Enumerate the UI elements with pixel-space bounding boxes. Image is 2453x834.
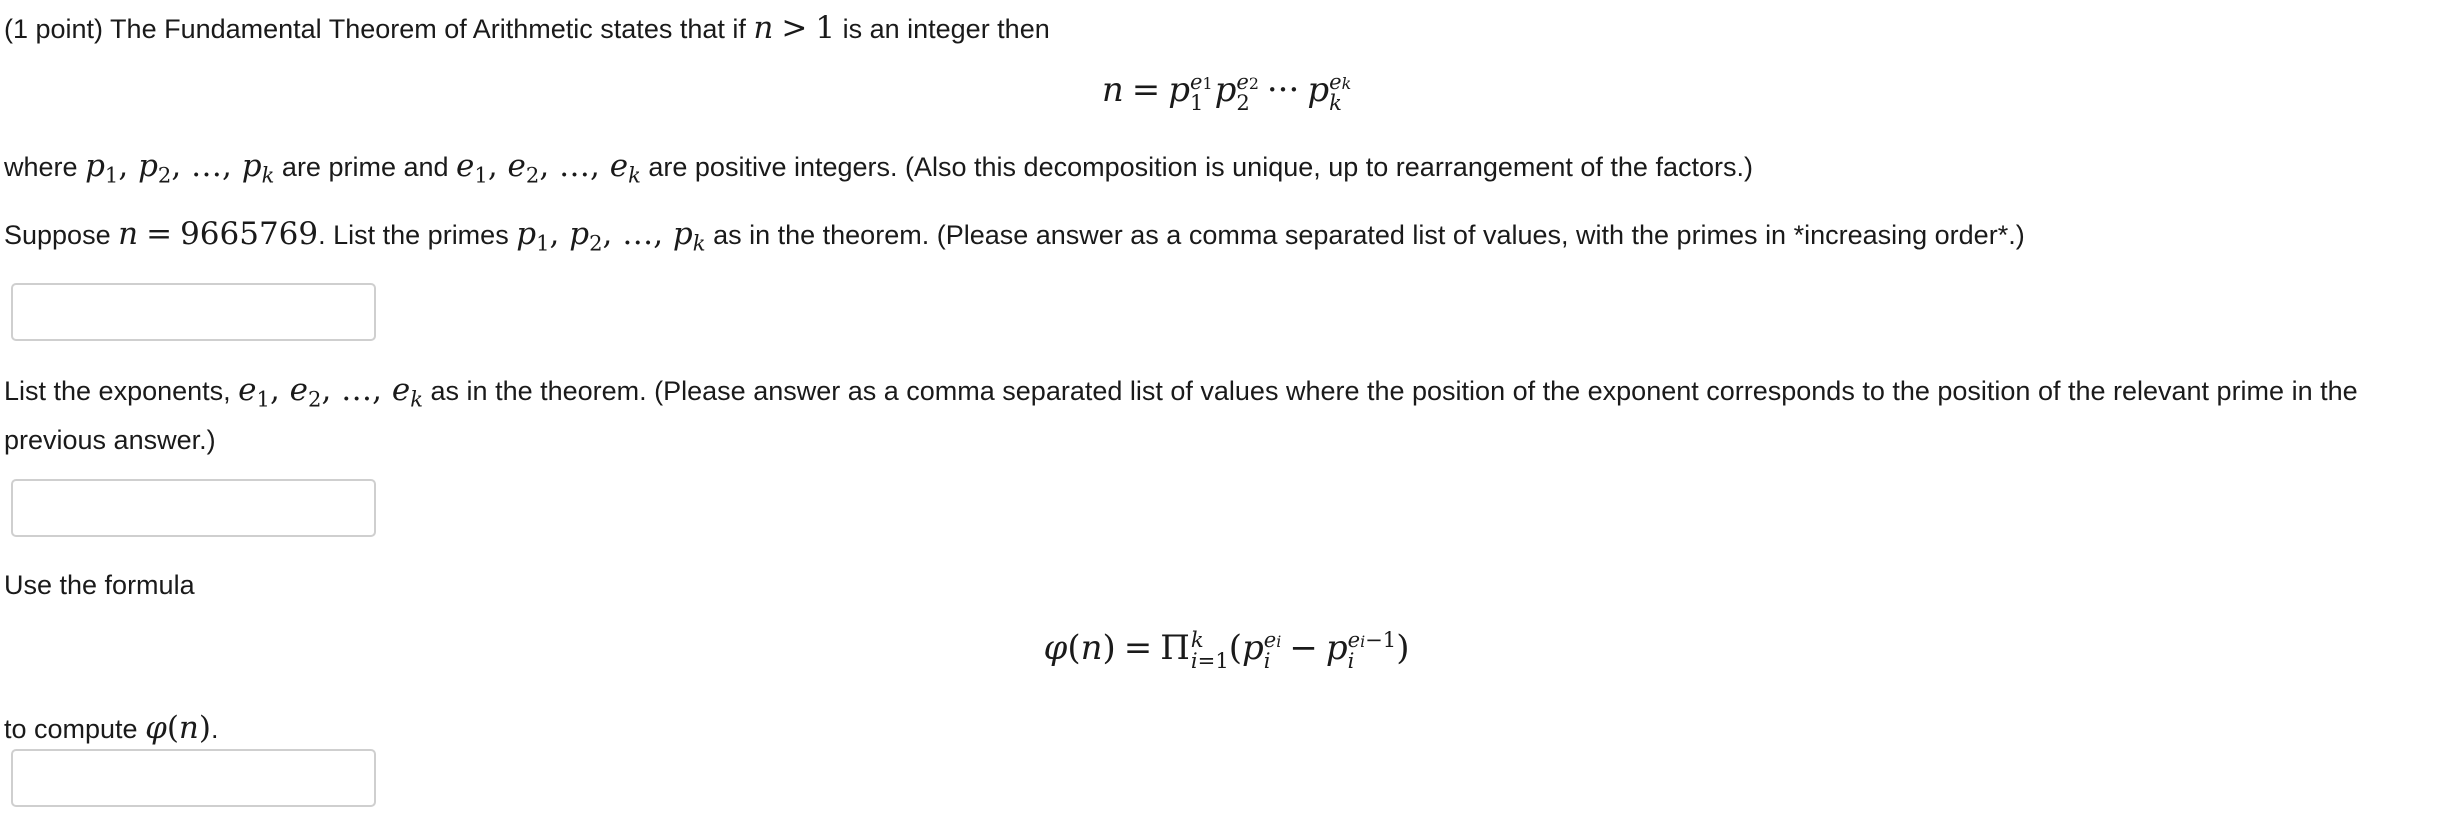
where-line	[4, 146, 1753, 189]
intro-suffix: is an integer then	[842, 14, 1050, 44]
factorization-equation: n = p e1 1 p e2 2 ··· p ek k	[1101, 68, 1352, 115]
suppose-line	[4, 214, 2025, 257]
exponents-suffix-1: as in the theorem. (Please answer as a comma separated list of values where the position of the exponent corresponds to the position of the relevant prime in the	[430, 376, 2358, 406]
exponents-list-math: $e_1$, $e_2$, …, $e_k$	[456, 148, 641, 188]
where-suffix: are positive integers. (Also this decomposition is unique, up to rearrangement of the factors.)	[648, 152, 1753, 182]
suppose-primes-math: $p_1$, $p_2$, …, $p_k$	[516, 216, 706, 256]
compute-phi-math: φ(n)	[145, 710, 211, 746]
exponents-math: $e_1$, $e_2$, …, $e_k$	[238, 372, 424, 412]
primes-list-math: $p_1$, $p_2$, …, $p_k$	[85, 148, 275, 188]
intro-condition: n > 1	[753, 10, 836, 46]
compute-suffix: .	[211, 714, 219, 744]
formula-label: Use the formula	[4, 570, 195, 600]
primes-answer-input[interactable]	[11, 283, 376, 341]
where-mid: are prime and	[281, 152, 449, 182]
suppose-n-value: n = 9665769	[118, 216, 319, 252]
intro-prefix: (1 point) The Fundamental Theorem of Arithmetic states that if	[4, 14, 746, 44]
suppose-mid: . List the primes	[318, 220, 509, 250]
compute-line	[4, 708, 219, 748]
compute-prefix: to compute	[4, 714, 138, 744]
exponents-answer-input[interactable]	[11, 479, 376, 537]
where-prefix: where	[4, 152, 78, 182]
exponents-suffix-2: previous answer.)	[4, 424, 216, 455]
suppose-suffix: as in the theorem. (Please answer as a comma separated list of values, with the primes in *increasing order*.)	[713, 220, 2025, 250]
phi-answer-input[interactable]	[11, 749, 376, 807]
suppose-prefix: Suppose	[4, 220, 111, 250]
exponents-prefix: List the exponents,	[4, 376, 231, 406]
exponents-paragraph	[4, 370, 2444, 460]
phi-formula: φ(n) = Π k i=1 (p ei i − p ei−1 i )	[1043, 626, 1410, 673]
intro-line	[4, 8, 1050, 48]
